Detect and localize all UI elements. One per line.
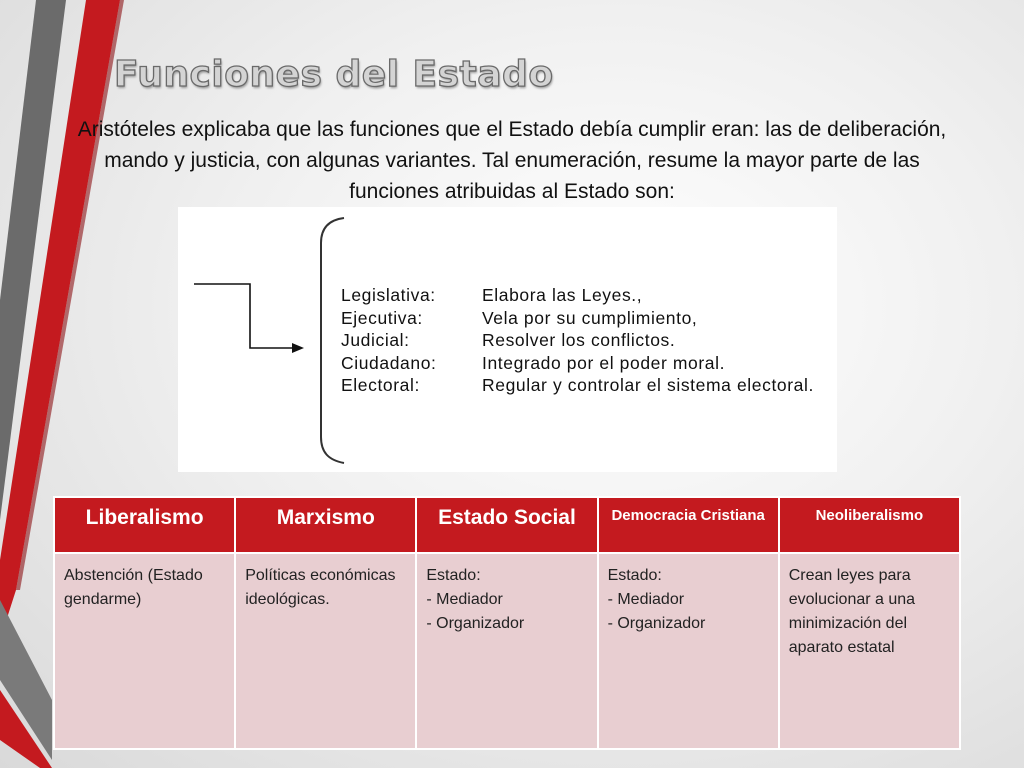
header-neoliberalismo: Neoliberalismo bbox=[779, 497, 960, 553]
cell-estado-social: Estado: - Mediador - Organizador bbox=[416, 553, 597, 749]
header-marxismo: Marxismo bbox=[235, 497, 416, 553]
intro-paragraph: Aristóteles explicaba que las funciones que el Estado debía cumplir eran: las de deliberación, mando y justicia, con algunas variantes. Tal enumeración, resume la mayor parte de las funciones atribuidas al Estado son: bbox=[77, 118, 947, 203]
function-row bbox=[341, 285, 814, 308]
function-name: Ciudadano: bbox=[341, 352, 437, 373]
functions-list bbox=[341, 285, 814, 398]
function-description: Regular y controlar el sistema electoral. bbox=[482, 375, 814, 395]
table-header-row bbox=[54, 497, 960, 553]
table-row bbox=[54, 553, 960, 749]
function-description: Vela por su cumplimiento, bbox=[482, 307, 698, 328]
function-name: Ejecutiva: bbox=[341, 307, 423, 328]
header-estado-social: Estado Social bbox=[416, 497, 597, 553]
function-name: Legislativa: bbox=[341, 285, 436, 305]
connector-line bbox=[194, 284, 296, 348]
doctrines-table bbox=[53, 496, 961, 750]
arrow-head-icon bbox=[292, 343, 304, 353]
function-row bbox=[341, 330, 814, 353]
slide-title: Funciones del Estado bbox=[114, 54, 554, 95]
header-democracia-cristiana: Democracia Cristiana bbox=[598, 497, 779, 553]
function-description: Integrado por el poder moral. bbox=[482, 352, 726, 373]
cell-democracia-cristiana: Estado: - Mediador - Organizador bbox=[598, 553, 779, 749]
function-row bbox=[341, 308, 814, 331]
function-description: Elabora las Leyes., bbox=[482, 285, 643, 305]
function-name: Electoral: bbox=[341, 375, 420, 395]
cell-neoliberalismo: Crean leyes para evolucionar a una minimización del aparato estatal bbox=[779, 553, 960, 749]
function-row bbox=[341, 375, 814, 398]
function-row bbox=[341, 353, 814, 376]
functions-diagram bbox=[178, 207, 837, 472]
header-liberalismo: Liberalismo bbox=[54, 497, 235, 553]
function-description: Resolver los conflictos. bbox=[482, 330, 676, 350]
cell-marxismo: Políticas económicas ideológicas. bbox=[235, 553, 416, 749]
function-name: Judicial: bbox=[341, 330, 410, 350]
cell-liberalismo: Abstención (Estado gendarme) bbox=[54, 553, 235, 749]
